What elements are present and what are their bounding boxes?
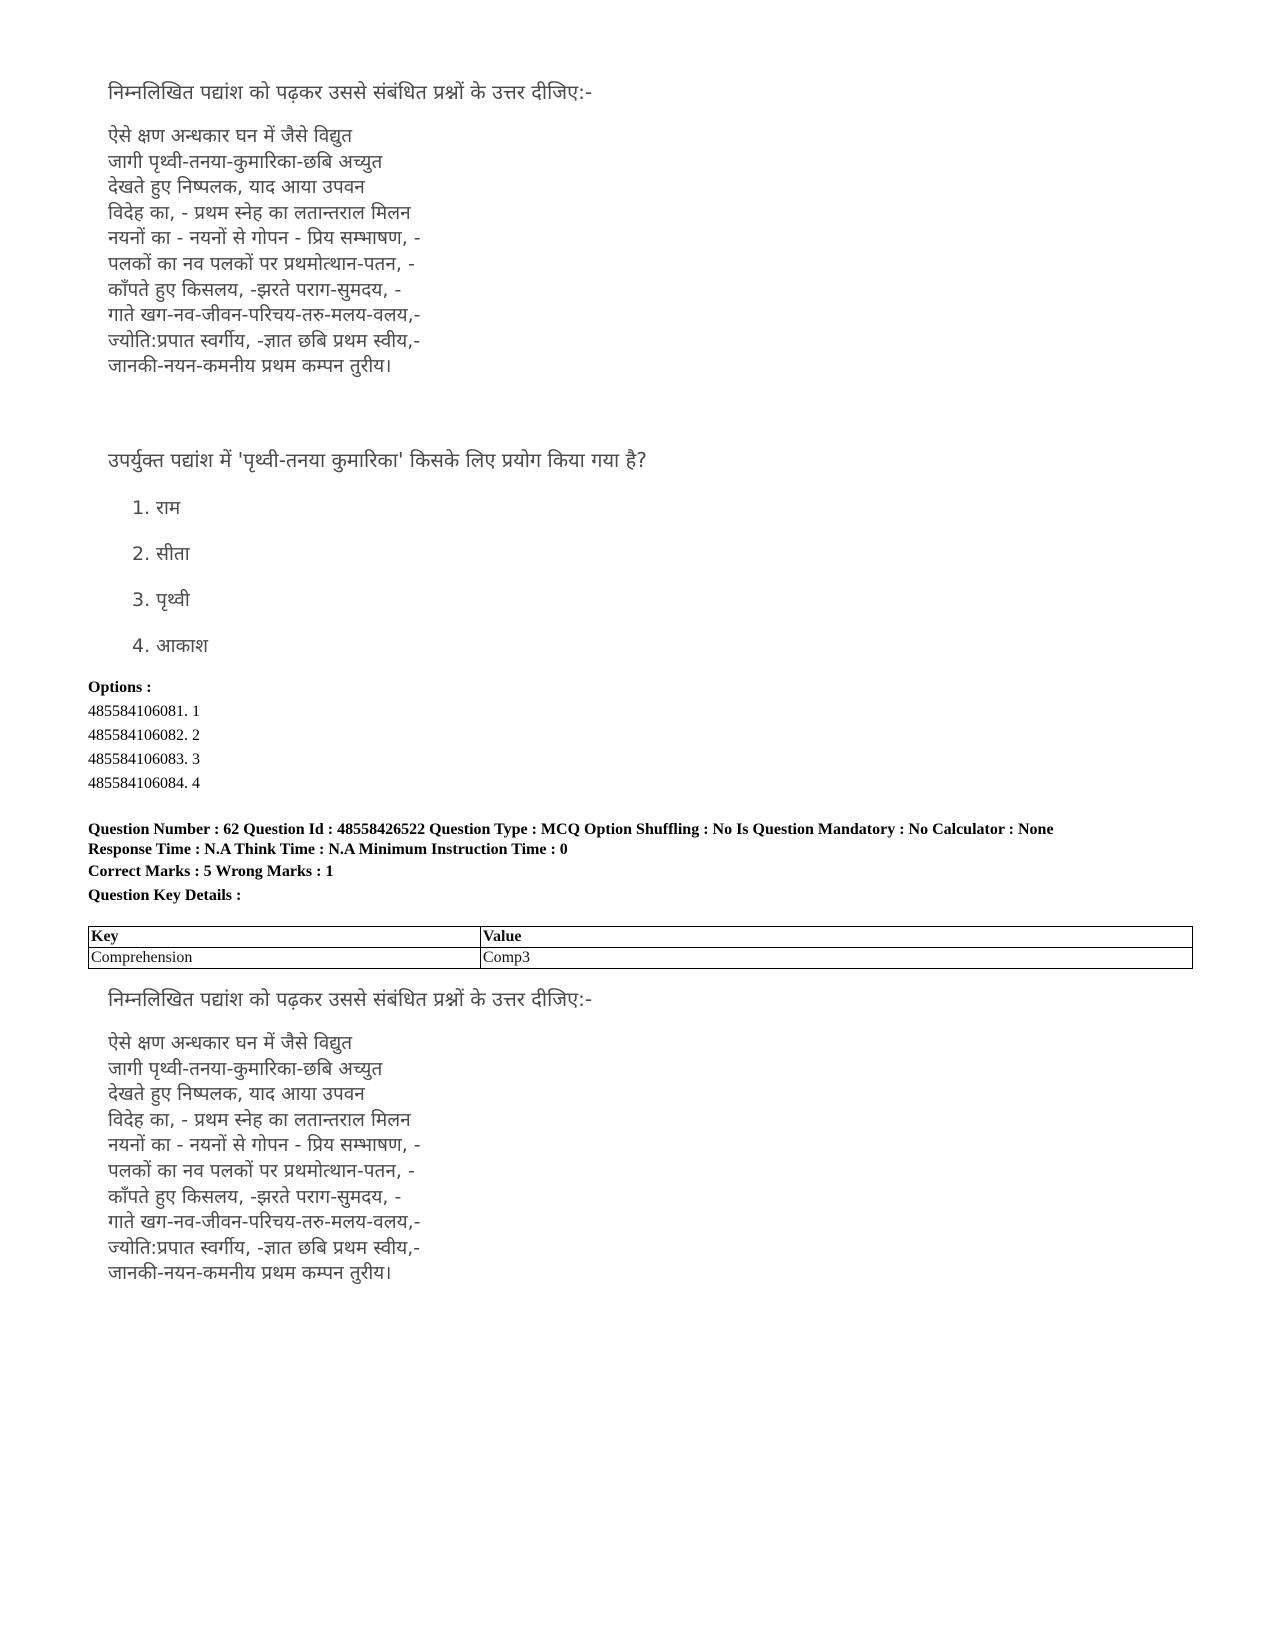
- poem-line: गाते खग-नव-जीवन-परिचय-तरु-मलय-वलय,-: [108, 1211, 421, 1234]
- poem-line: जागी पृथ्वी-तनया-कुमारिका-छबि अच्युत: [108, 150, 383, 173]
- question-meta: [88, 820, 1054, 860]
- poem-passage: [108, 124, 421, 380]
- poem-line: विदेह का, - प्रथम स्नेह का लतान्तराल मिलन: [108, 201, 411, 224]
- poem-line: गाते खग-नव-जीवन-परिचय-तरु-मलय-वलय,-: [108, 304, 421, 327]
- poem-passage-repeat: [108, 1031, 421, 1287]
- poem-line: पलकों का नव पलकों पर प्रथमोत्थान-पतन, -: [108, 252, 415, 275]
- table-cell-value: Comp3: [480, 948, 1192, 969]
- table-row: [89, 948, 1193, 969]
- options-label: Options :: [88, 679, 152, 696]
- passage-instruction: निम्नलिखित पद्यांश को पढ़कर उससे संबंधित प्रश्नों के उत्तर दीजिए:-: [108, 80, 593, 104]
- answer-option-4: 4. आकाश: [132, 635, 209, 657]
- question-meta-line2: Response Time : N.A Think Time : N.A Minimum Instruction Time : 0: [88, 841, 568, 858]
- passage-instruction-repeat: निम्नलिखित पद्यांश को पढ़कर उससे संबंधित प्रश्नों के उत्तर दीजिए:-: [108, 987, 593, 1011]
- table-header-value: Value: [480, 927, 1192, 948]
- poem-line: देखते हुए निष्पलक, याद आया उपवन: [108, 176, 365, 199]
- poem-line: जागी पृथ्वी-तनया-कुमारिका-छबि अच्युत: [108, 1057, 383, 1080]
- key-details-table: [88, 926, 1193, 969]
- poem-line: काँपते हुए किसलय, -झरते पराग-सुमदय, -: [108, 1185, 402, 1208]
- poem-line: नयनों का - नयनों से गोपन - प्रिय सम्भाषण, -: [108, 1134, 421, 1157]
- answer-option-1: 1. राम: [132, 497, 181, 519]
- answer-option-2: 2. सीता: [132, 543, 190, 565]
- poem-line: ऐसे क्षण अन्धकार घन में जैसे विद्युत: [108, 1032, 353, 1054]
- poem-line: विदेह का, - प्रथम स्नेह का लतान्तराल मिलन: [108, 1108, 411, 1131]
- option-code: 485584106081. 1: [88, 703, 200, 720]
- table-header-key: Key: [89, 927, 481, 948]
- option-code: 485584106084. 4: [88, 775, 200, 792]
- question-text: उपर्युक्त पद्यांश में 'पृथ्वी-तनया कुमारिका' किसके लिए प्रयोग किया गया है?: [108, 448, 647, 472]
- poem-line: ज्योति:प्रपात स्वर्गीय, -ज्ञात छबि प्रथम स्वीय,-: [108, 1236, 421, 1259]
- answer-option-3: 3. पृथ्वी: [132, 589, 190, 611]
- poem-line: जानकी-नयन-कमनीय प्रथम कम्पन तुरीय।: [108, 355, 392, 378]
- table-cell-key: Comprehension: [89, 948, 481, 969]
- question-meta-line1: Question Number : 62 Question Id : 48558426522 Question Type : MCQ Option Shuffling : No Is Question Mandatory : No Calculator : None: [88, 821, 1054, 838]
- poem-line: ऐसे क्षण अन्धकार घन में जैसे विद्युत: [108, 125, 353, 147]
- table-header-row: [89, 927, 1193, 948]
- options-section: [88, 676, 200, 796]
- marks-line: Correct Marks : 5 Wrong Marks : 1: [88, 863, 334, 880]
- poem-line: नयनों का - नयनों से गोपन - प्रिय सम्भाषण, -: [108, 227, 421, 250]
- option-code: 485584106083. 3: [88, 751, 200, 768]
- poem-line: पलकों का नव पलकों पर प्रथमोत्थान-पतन, -: [108, 1159, 415, 1182]
- option-code: 485584106082. 2: [88, 727, 200, 744]
- poem-line: काँपते हुए किसलय, -झरते पराग-सुमदय, -: [108, 278, 402, 301]
- key-details-label: Question Key Details :: [88, 887, 242, 904]
- poem-line: जानकी-नयन-कमनीय प्रथम कम्पन तुरीय।: [108, 1262, 392, 1285]
- poem-line: देखते हुए निष्पलक, याद आया उपवन: [108, 1083, 365, 1106]
- poem-line: ज्योति:प्रपात स्वर्गीय, -ज्ञात छबि प्रथम स्वीय,-: [108, 329, 421, 352]
